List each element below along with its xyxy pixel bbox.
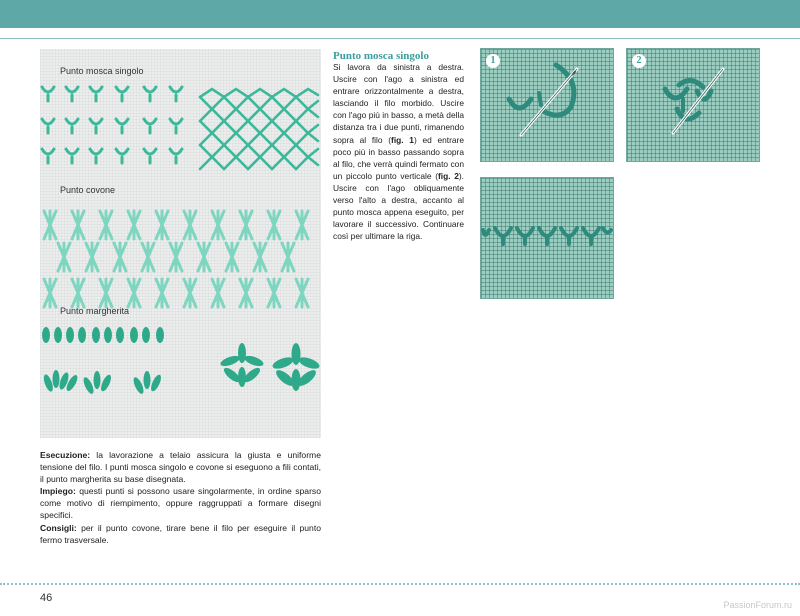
esecuzione-text: la lavorazione a telaio assicura la giusta e uniforme tensione del filo. I punti mosca singolo e covone si eseguono a fili contati, il punto margherita su base disegnata. — [40, 450, 322, 485]
stitch-samples-illustration — [40, 49, 321, 438]
figure-2-number: 2 — [632, 54, 646, 68]
fig1-reference: fig. 1 — [391, 134, 414, 145]
label-punto-mosca: Punto mosca singolo — [60, 66, 144, 76]
figure-2-grid — [626, 48, 760, 162]
page-number: 46 — [40, 592, 53, 604]
body-text-part-3: ). Uscire con l'ago obliquamente verso l'alto a destra, accanto al punto mosca appena eseguito, per lavorare il successivo. Continuare così per ultimare la riga. — [333, 170, 465, 242]
esecuzione-label: Esecuzione: — [40, 450, 91, 460]
fly-stitch-lattice — [200, 89, 318, 169]
esecuzione-paragraph — [40, 449, 321, 485]
daisy-stitch-samples — [42, 327, 321, 395]
impiego-paragraph — [40, 485, 321, 521]
consigli-label: Consigli: — [40, 522, 77, 533]
impiego-label: Impiego: — [40, 486, 76, 497]
figure-1-diagram — [481, 49, 613, 161]
consigli-text: per il punto covone, tirare bene il filo per eseguire il punto fermo trasversale. — [40, 522, 321, 545]
footer-rule — [0, 583, 800, 585]
label-punto-margherita: Punto margherita — [60, 306, 130, 316]
figure-2-diagram — [627, 49, 759, 161]
consigli-paragraph — [40, 522, 321, 546]
impiego-text: questi punti si possono usare singolarmente, in ordine sparso come motivo di riempimento, oppure raggruppati a formare disegni specifici. — [40, 486, 322, 521]
section-body — [333, 61, 464, 242]
figure-1-number: 1 — [486, 54, 500, 68]
fig2-reference: fig. 2 — [438, 170, 459, 181]
section-title: Punto mosca singolo — [333, 50, 429, 62]
figure-3-grid — [480, 177, 614, 299]
embroidery-photo — [40, 49, 321, 438]
needle-icon — [673, 69, 723, 133]
watermark: PassionForum.ru — [723, 600, 792, 610]
body-text-part-2: ) ed entrare poco più in basso passando sopra al filo, che verrà quindi fermato con un piccolo punto verticale ( — [333, 134, 464, 181]
instructions-block — [40, 449, 321, 546]
fly-stitch-rows — [42, 87, 182, 163]
top-rule — [0, 38, 800, 39]
figure-1-grid — [480, 48, 614, 162]
label-punto-covone: Punto covone — [60, 185, 116, 195]
figure-3-diagram — [481, 178, 613, 298]
body-text-part-1: Si lavora da sinistra a destra. Uscire con l'ago a sinistra ed entrare orizzontalmente a destra, lasciando il filo morbido. Uscire con l'ago più in basso, a metà della distanza tra i due punti, rimanendo sopra al filo ( — [333, 62, 464, 145]
top-band — [0, 0, 800, 28]
sheaf-stitch-rows — [44, 211, 308, 307]
